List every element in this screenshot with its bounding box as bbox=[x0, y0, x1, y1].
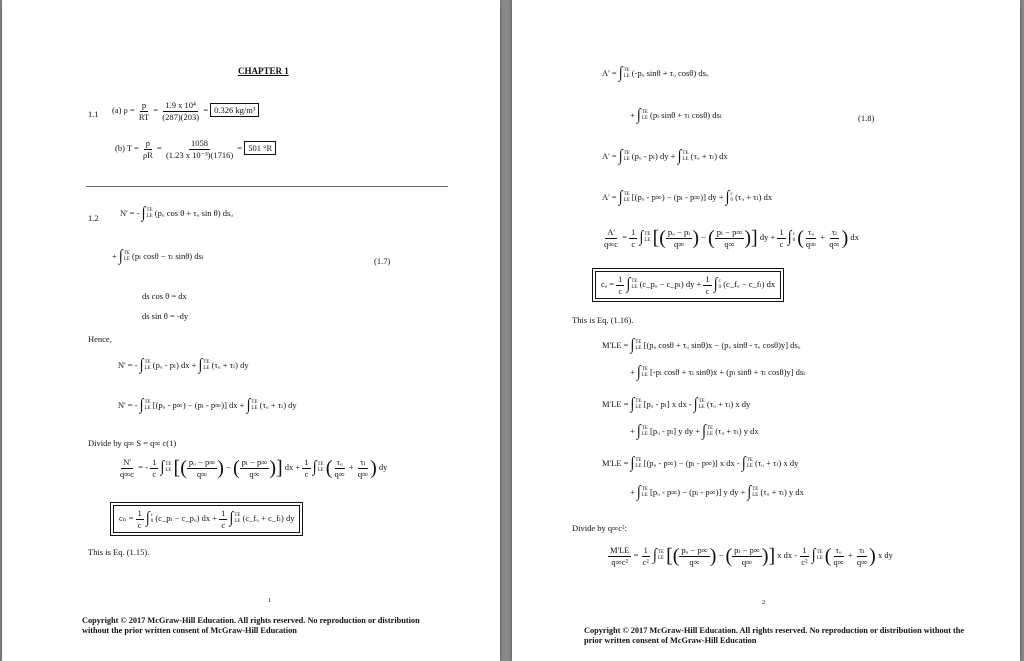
fraction: $\frac{1}{\text{c²}}$ bbox=[642, 545, 649, 567]
integral-sign: ∫ bbox=[118, 247, 123, 266]
integral-sign: ∫ bbox=[787, 228, 792, 247]
hence-text: Hence, bbox=[88, 334, 112, 344]
fraction: $\frac{\text{pᵤ − p∞}}{q\infty}$ bbox=[188, 457, 216, 479]
fraction: $\frac{1058}{\text{(1.23 x 10⁻³)(1716)}}$ bbox=[165, 138, 234, 160]
relation-dy: ds sin θ = -dy bbox=[142, 311, 189, 321]
fraction: $\frac{1}{c}$ bbox=[304, 457, 309, 479]
fraction: $\frac{\text{pᵤ − p∞}}{q\infty}$ bbox=[681, 545, 708, 567]
fraction: $\frac{1}{c}$ bbox=[779, 227, 784, 249]
equation-moment-1: M'LE = ∫ TE LE [(pᵤ cosθ + τᵤ sinθ)x − (pᵤ sinθ - τᵤ cosθ)y] dsᵤ bbox=[602, 336, 801, 355]
chapter-title: CHAPTER 1 bbox=[238, 66, 289, 76]
copyright-footer: Copyright © 2017 McGraw-Hill Education. All rights reserved. No reproduction or distribution without the prior written consent of McGraw-Hill Education bbox=[584, 626, 965, 645]
page-2 bbox=[512, 0, 1020, 661]
integral-sign: ∫ bbox=[725, 188, 730, 207]
integral-sign: ∫ bbox=[693, 395, 698, 414]
integral-sign: ∫ bbox=[636, 106, 641, 125]
equation-moment-6: + ∫ TE LE [pᵤ - p∞) − (pₗ - p∞)] y dy + ∫ TE LE (τᵤ + τₗ) y dx bbox=[630, 483, 804, 502]
equation-moment-3: M'LE = ∫ TE LE [pᵤ - pₗ] x dx - ∫ TE LE (τᵤ + τₗ) x dy bbox=[602, 395, 751, 414]
equation-a-prime-1: A' = ∫ TE LE (-pᵤ sinθ + τᵤ cosθ) dsᵤ bbox=[602, 64, 709, 83]
fraction: $\frac{1}{c}$ bbox=[152, 457, 157, 479]
integral-sign: ∫ bbox=[618, 188, 623, 207]
equation-moment-2: + ∫ TE LE [-pₗ cosθ + τₗ sinθ)x + (pₗ sinθ + τₗ cosθ)y] dsₗ bbox=[630, 363, 806, 382]
integral-sign: ∫ bbox=[630, 336, 635, 355]
divide-text: Divide by q∞ S = q∞ c(1) bbox=[88, 438, 177, 448]
fraction: $\frac{1}{c}$ bbox=[221, 508, 226, 530]
fraction: $\frac{\text{τₗ}}{q\infty}$ bbox=[357, 457, 369, 479]
integral-sign: ∫ bbox=[636, 422, 641, 441]
equation-a-prime-4: A' = ∫ TE LE [(pᵤ - p∞) − (pₗ - p∞)] dy + ∫ c 0 (τᵤ + τₗ) dx bbox=[602, 188, 773, 207]
fraction: $\frac{\text{τₗ}}{q\infty}$ bbox=[856, 545, 868, 567]
problem-1-2-label: 1.2 bbox=[88, 213, 99, 223]
integral-sign: ∫ bbox=[139, 356, 144, 375]
eq-reference-1-15: This is Eq. (1.15). bbox=[88, 547, 150, 557]
fraction: $\frac{1}{c}$ bbox=[618, 274, 623, 296]
equation-n-prime-1: N' = - ∫ TE LE (pᵤ cos θ + τᵤ sin θ) dsᵤ bbox=[120, 204, 234, 223]
equation-n-prime-3: N' = - ∫ TE LE (pᵤ - pₗ) dx + ∫ TE LE (τᵤ + τₗ) dy bbox=[118, 356, 249, 375]
fraction: $\frac{\text{pᵤ − pₗ}}{q\infty}$ bbox=[667, 227, 691, 249]
integral-sign: ∫ bbox=[630, 395, 635, 414]
fraction: $\frac{N'}{q\infty c}$ bbox=[120, 457, 135, 479]
eq-reference-1-16: This is Eq. (1.16). bbox=[572, 315, 634, 325]
equation-cm-derivation: $\frac{M'LE}{\text{q∞c²}}$ = $\frac{1}{\text{c²}}$ ∫ TE LE [( $\frac{\text{pᵤ − p∞}}{q\infty}$ ) − ( $\frac{\text{pₗ − p∞}}{q\infty}$ )] x dx - $\frac{1}{\text{c²}}$ ∫ TE LE ( $\frac{\text{τᵤ}}{q\infty}$ + $\frac{\text{τₗ}}{q\infty}$ ) x dy bbox=[610, 545, 893, 567]
integral-sign: ∫ bbox=[246, 396, 251, 415]
fraction: $\frac{1}{\text{c²}}$ bbox=[801, 545, 808, 567]
answer-box: 501 °R bbox=[244, 141, 276, 155]
equation-cn-derivation: $\frac{N'}{q\infty c}$ = - $\frac{1}{c}$ ∫ TE LE [( $\frac{\text{pᵤ − p∞}}{q\infty}$ ) − ( $\frac{\text{pₗ − p∞}}{q\infty}$ )] dx + $\frac{1}{c}$ ∫ TE LE ( $\frac{\text{τᵤ}}{q\infty}$ + $\frac{\text{τₗ}}{q\infty}$ ) dy bbox=[120, 457, 388, 479]
fraction: $\frac{\text{pₗ − p∞}}{q\infty}$ bbox=[241, 457, 268, 479]
equation-tag-1-7: (1.7) bbox=[374, 256, 391, 266]
integral-sign: ∫ bbox=[229, 509, 234, 528]
page-number: 1 bbox=[268, 597, 272, 604]
fraction: $\frac{\text{τᵤ}}{q\infty}$ bbox=[334, 457, 345, 479]
integral-sign: ∫ bbox=[198, 356, 203, 375]
integral-sign: ∫ bbox=[652, 546, 657, 565]
equation-moment-5: M'LE = ∫ TE LE [(pᵤ - p∞) − (pₗ - p∞)] x dx - ∫ TE LE (τᵤ + τₗ) x dy bbox=[602, 454, 799, 473]
eq-prefix: (a) ρ = bbox=[112, 104, 135, 115]
fraction: $\frac{M'LE}{\text{q∞c²}}$ bbox=[610, 545, 630, 567]
fraction: $\frac{\text{1.9 x 10⁴}}{(287)(203)}$ bbox=[162, 100, 200, 122]
fraction: $\frac{p}{\rho R}$ bbox=[142, 138, 153, 160]
integral-sign: ∫ bbox=[702, 422, 706, 441]
problem-1-1-label: 1.1 bbox=[88, 109, 99, 119]
equation-n-prime-4: N' = - ∫ TE LE [(pᵤ - p∞) − (pₗ - p∞)] dx + ∫ TE LE (τᵤ + τₗ) dy bbox=[118, 396, 297, 415]
integral-sign: ∫ bbox=[677, 147, 682, 166]
fraction: $\frac{\text{pₗ − p∞}}{q\infty}$ bbox=[716, 227, 743, 249]
integral-sign: ∫ bbox=[626, 275, 631, 294]
integral-sign: ∫ bbox=[741, 454, 746, 473]
divide-text-2: Divide by q∞c²: bbox=[572, 523, 627, 533]
boxed-cn-equation: cₙ = $\frac{1}{c}$ ∫ c 0 (c_pₗ − c_pᵤ) dx + $\frac{1}{c}$ ∫ TE LE (c_fᵤ + c_fₗ) dy bbox=[110, 502, 303, 536]
equation-tag-1-8: (1.8) bbox=[858, 113, 875, 123]
equation-a-prime-2: + ∫ TE LE (pₗ sinθ + τₗ cosθ) dsₗ bbox=[630, 106, 722, 125]
eq-prefix: (b) T = bbox=[115, 142, 139, 153]
integral-sign: ∫ bbox=[312, 458, 317, 477]
fraction: $\frac{p}{RT}$ bbox=[138, 100, 150, 122]
fraction: $\frac{1}{c}$ bbox=[705, 274, 710, 296]
fraction: $\frac{A'}{q\infty c}$ bbox=[604, 227, 619, 249]
integral-sign: ∫ bbox=[160, 458, 165, 477]
boxed-ca-equation: cₐ = $\frac{1}{c}$ ∫ TE LE (c_pᵤ − c_pₗ) dy + $\frac{1}{c}$ ∫ c 0 (c_fᵤ − c_fₗ) dx bbox=[592, 268, 784, 302]
integral-sign: ∫ bbox=[141, 204, 146, 223]
fraction: $\frac{1}{c}$ bbox=[631, 227, 636, 249]
fraction: $\frac{\text{τₗ}}{q\infty}$ bbox=[829, 227, 840, 249]
fraction: $\frac{\text{τᵤ}}{q\infty}$ bbox=[833, 545, 844, 567]
integral-sign: ∫ bbox=[713, 275, 718, 294]
page-1 bbox=[2, 0, 500, 661]
equation-a-prime-3: A' = ∫ TE LE (pᵤ - pₗ) dy + ∫ TE LE (τᵤ + τₗ) dx bbox=[602, 147, 728, 166]
integral-sign: ∫ bbox=[618, 64, 623, 83]
equation-moment-4: + ∫ TE LE [pᵤ - pₗ] y dy + ∫ TE LE (τᵤ + τₗ) y dx bbox=[630, 422, 759, 441]
equation-1-1b: (b) T = $\frac{p}{\rho R}$ = $\frac{1058}{\text{(1.23 x 10⁻³)(1716)}}$ = 501 °R bbox=[115, 139, 276, 159]
integral-sign: ∫ bbox=[636, 363, 641, 382]
integral-sign: ∫ bbox=[145, 509, 150, 528]
relation-dx: ds cos θ = dx bbox=[142, 291, 187, 301]
fraction: $\frac{\text{τᵤ}}{q\infty}$ bbox=[805, 227, 817, 249]
fraction: $\frac{\text{pₗ − p∞}}{q\infty}$ bbox=[734, 545, 760, 567]
equation-1-1a: (a) ρ = $\frac{p}{RT}$ = $\frac{\text{1.9 x 10⁴}}{(287)(203)}$ = 0.326 kg/m³ bbox=[112, 101, 259, 121]
integral-sign: ∫ bbox=[639, 228, 644, 247]
copyright-footer: Copyright © 2017 McGraw-Hill Education. All rights reserved. No reproduction or distribution without the prior written consent of McGraw-Hill Education bbox=[82, 616, 420, 635]
fraction: $\frac{1}{c}$ bbox=[137, 508, 142, 530]
page-number: 2 bbox=[762, 599, 766, 606]
integral-sign: ∫ bbox=[747, 483, 752, 502]
section-divider bbox=[86, 186, 448, 187]
integral-sign: ∫ bbox=[618, 147, 623, 166]
equation-n-prime-2: + ∫ TE LE (pₗ cosθ − τₗ sinθ) dsₗ bbox=[112, 247, 204, 266]
answer-box: 0.326 kg/m³ bbox=[210, 103, 259, 117]
integral-sign: ∫ bbox=[630, 454, 635, 473]
equation-ca-derivation: $\frac{A'}{q\infty c}$ = $\frac{1}{c}$ ∫ TE LE [( $\frac{\text{pᵤ − pₗ}}{q\infty}$ ) − ( $\frac{\text{pₗ − p∞}}{q\infty}$ )] dy + $\frac{1}{c}$ ∫ c 0 ( $\frac{\text{τᵤ}}{q\infty}$ + $\frac{\text{τₗ}}{q\infty}$ ) dx bbox=[604, 227, 859, 249]
integral-sign: ∫ bbox=[139, 396, 144, 415]
integral-sign: ∫ bbox=[636, 483, 641, 502]
integral-sign: ∫ bbox=[811, 546, 816, 565]
